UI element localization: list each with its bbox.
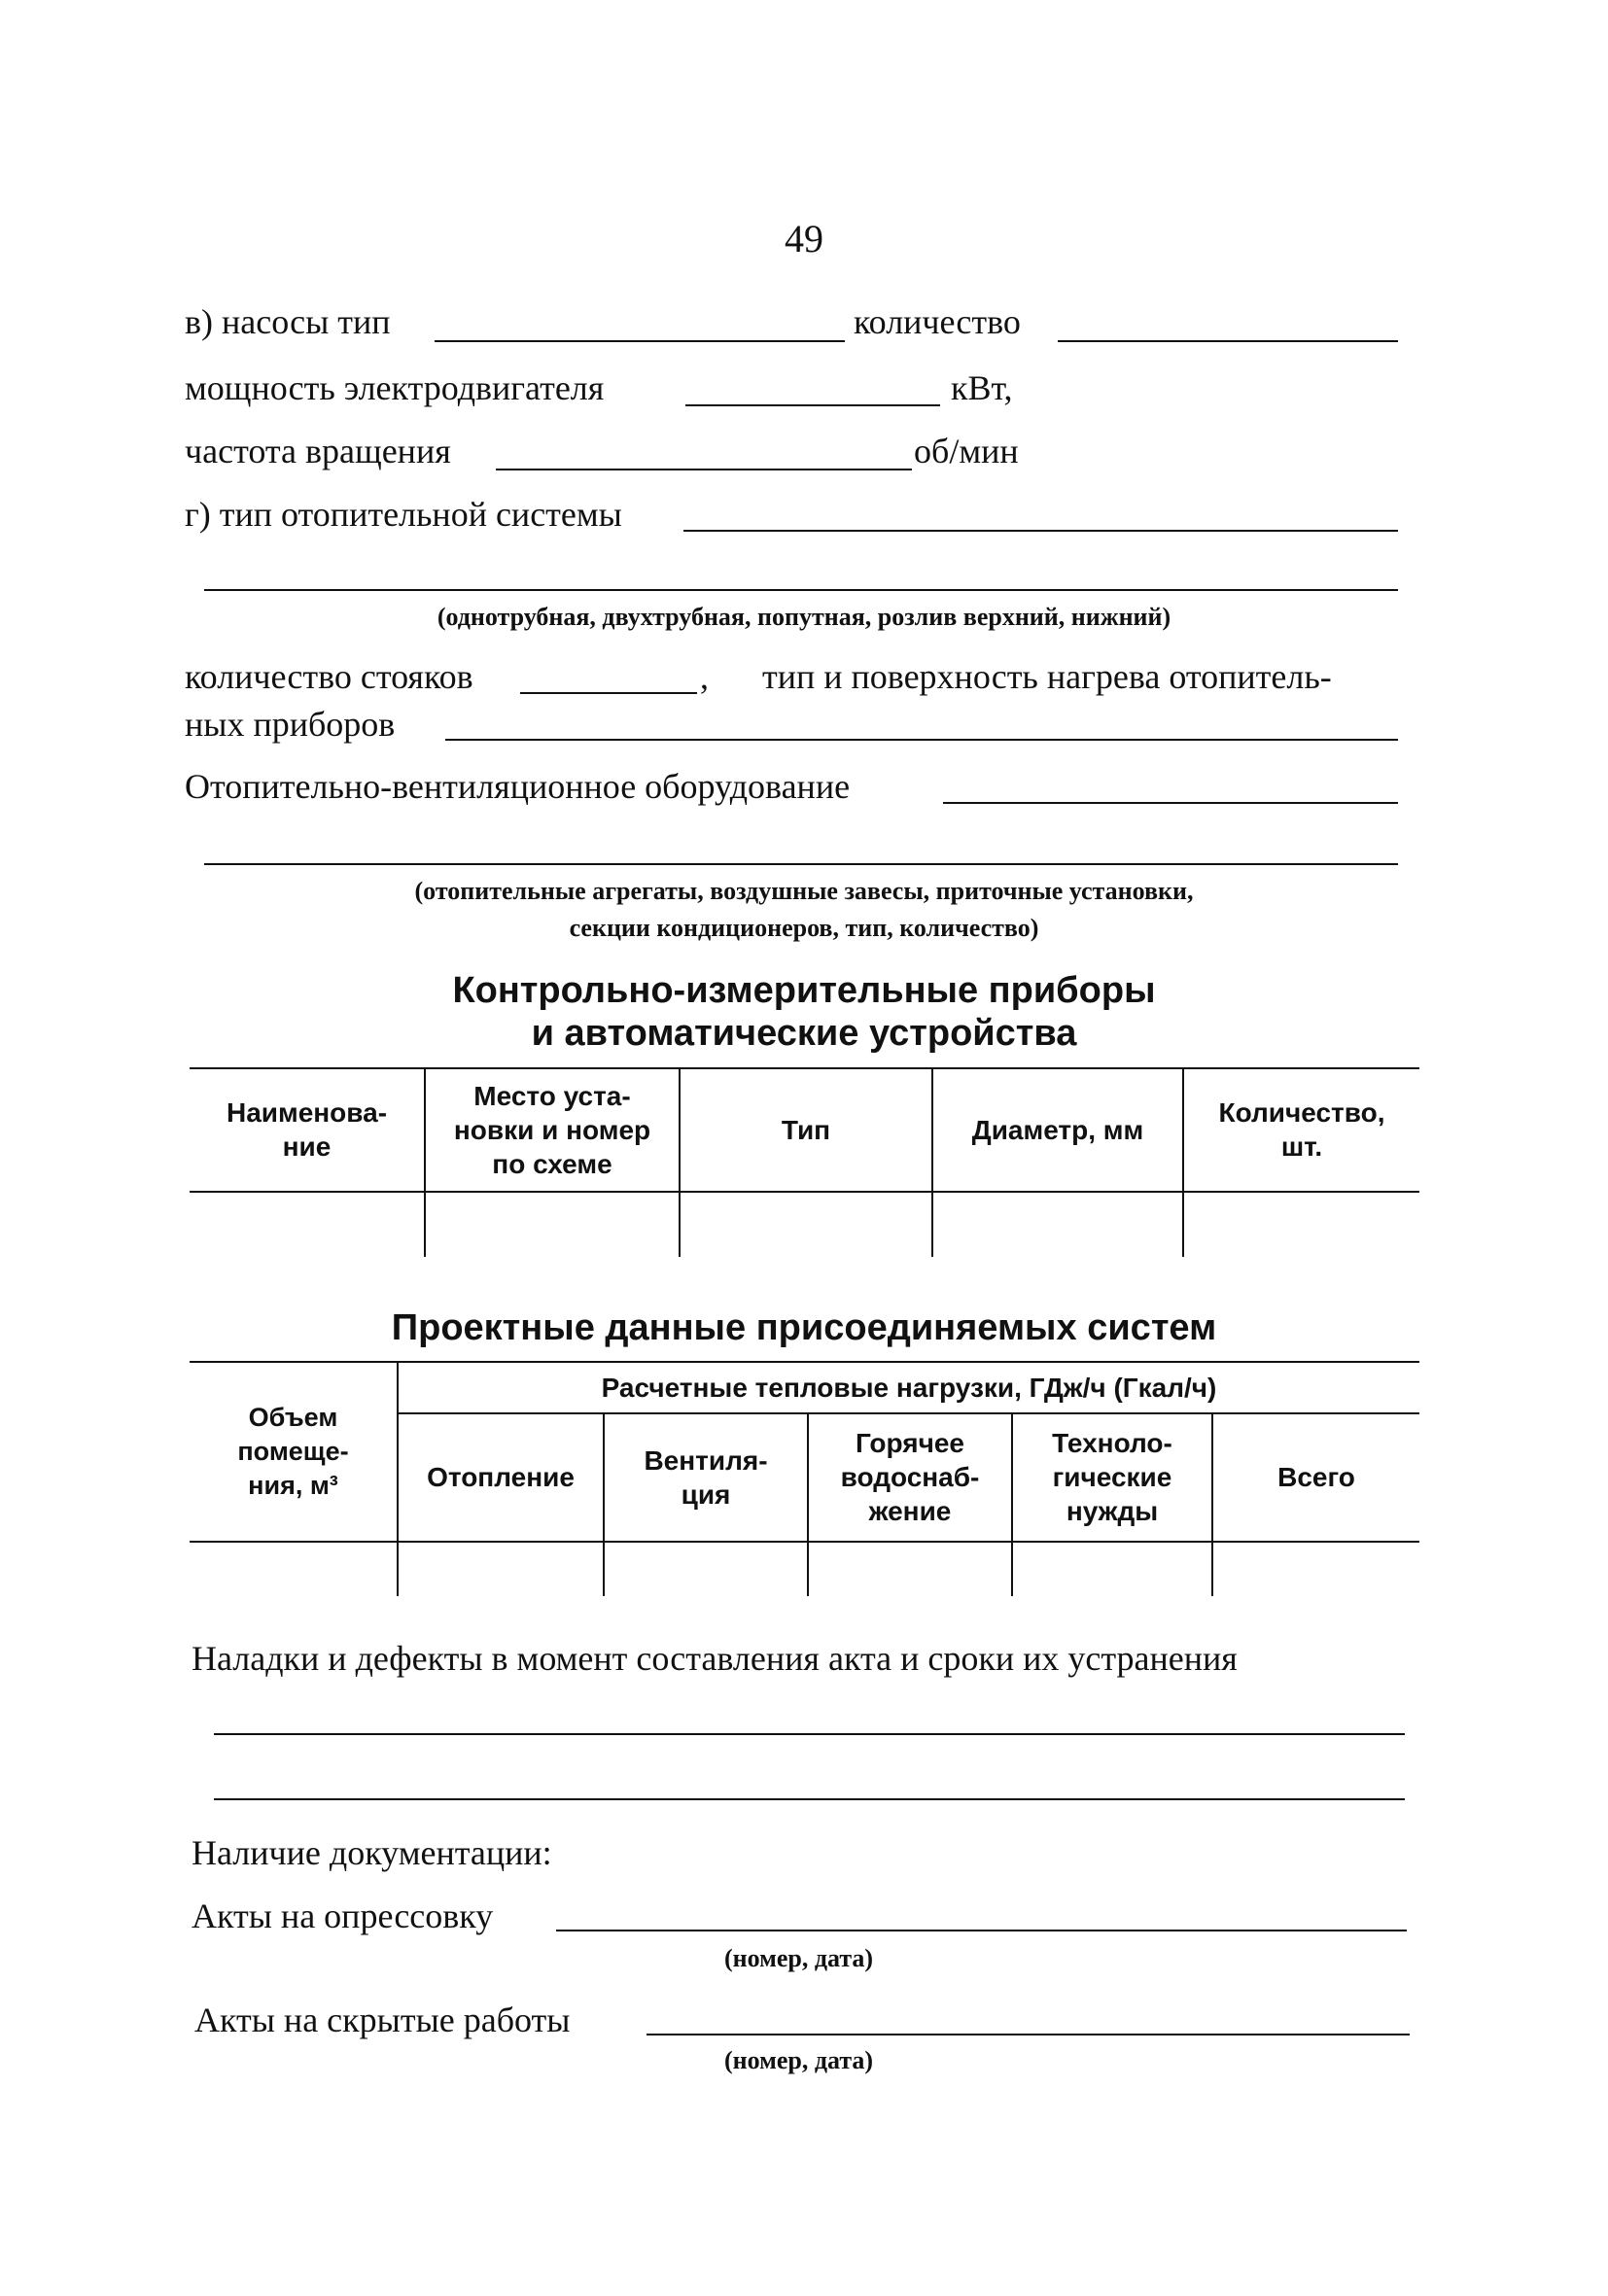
hidden-works-label: Акты на скрытые работы: [194, 2000, 571, 2039]
design-col-technological: Техноло- гические нужды: [1052, 1428, 1172, 1526]
power-unit: кВт,: [951, 368, 1013, 407]
devices-label-line1: тип и поверхность нагрева отопитель-: [762, 657, 1332, 696]
design-col-hot-water: Горячее водоснаб- жение: [840, 1428, 980, 1526]
pressure-test-label: Акты на опрессовку: [192, 1896, 494, 1935]
risers-qty-label: количество стояков: [185, 657, 473, 696]
heating-system-field-2[interactable]: [204, 589, 1398, 591]
pumps-type-label: в) насосы тип: [185, 302, 391, 341]
defects-field-2[interactable]: [214, 1798, 1405, 1800]
devices-field[interactable]: [445, 739, 1398, 741]
hvac-field-2[interactable]: [204, 863, 1398, 865]
pumps-qty-label: количество: [854, 302, 1021, 341]
instruments-col-quantity: Количество, шт.: [1218, 1097, 1385, 1162]
pressure-test-field[interactable]: [556, 1930, 1407, 1931]
instruments-col-type: Тип: [781, 1114, 831, 1145]
documentation-label: Наличие документации:: [192, 1833, 552, 1872]
rpm-unit: об/мин: [914, 432, 1019, 470]
design-col-heating: Отопление: [427, 1462, 575, 1492]
design-loads-header: Расчетные тепловые нагрузки, ГДж/ч (Гкал/ч): [601, 1372, 1217, 1403]
rpm-field[interactable]: [496, 469, 912, 470]
power-label: мощность электродвигателя: [185, 368, 605, 407]
instruments-title-line1: Контрольно-измерительные приборы: [452, 970, 1156, 1011]
defects-label: Наладки и дефекты в момент составления акта и сроки их устранения: [192, 1639, 1238, 1678]
rpm-label: частота вращения: [185, 432, 451, 470]
design-data-title: Проектные данные присоединяемых систем: [391, 1307, 1217, 1348]
instruments-col-diameter: Диаметр, мм: [971, 1114, 1144, 1145]
instruments-title-line2: и автоматические устройства: [531, 1013, 1077, 1054]
design-col-ventilation: Вентиля- ция: [644, 1444, 768, 1510]
page-number: 49: [785, 217, 823, 261]
pumps-type-field[interactable]: [435, 340, 845, 342]
instruments-col-name: Наименова- ние: [226, 1097, 388, 1162]
defects-field-1[interactable]: [214, 1733, 1405, 1735]
hidden-works-hint: (номер, дата): [724, 2046, 874, 2074]
hvac-hint-line1: (отопительные агрегаты, воздушные завесы, приточные установки,: [414, 877, 1194, 905]
power-field[interactable]: [685, 404, 940, 406]
heating-system-field[interactable]: [683, 530, 1398, 532]
heating-system-hint: (однотрубная, двухтрубная, попутная, розлив верхний, нижний): [437, 603, 1171, 631]
hidden-works-field[interactable]: [647, 2034, 1410, 2035]
instruments-col-location: Место уста- новки и номер по схеме: [453, 1080, 651, 1179]
devices-label-line2: ных приборов: [185, 705, 396, 744]
heating-system-label: г) тип отопительной системы: [185, 495, 622, 534]
hvac-label: Отопительно-вентиляционное оборудование: [185, 767, 851, 806]
design-col-total: Всего: [1277, 1462, 1355, 1492]
risers-comma: ,: [700, 657, 709, 696]
pressure-test-hint: (номер, дата): [724, 1944, 874, 1972]
design-col-volume: Объем помеще- ния, м³: [237, 1402, 349, 1500]
hvac-field[interactable]: [943, 802, 1398, 804]
risers-qty-field[interactable]: [520, 692, 697, 694]
hvac-hint-line2: секции кондиционеров, тип, количество): [569, 914, 1039, 942]
pumps-qty-field[interactable]: [1058, 340, 1398, 342]
